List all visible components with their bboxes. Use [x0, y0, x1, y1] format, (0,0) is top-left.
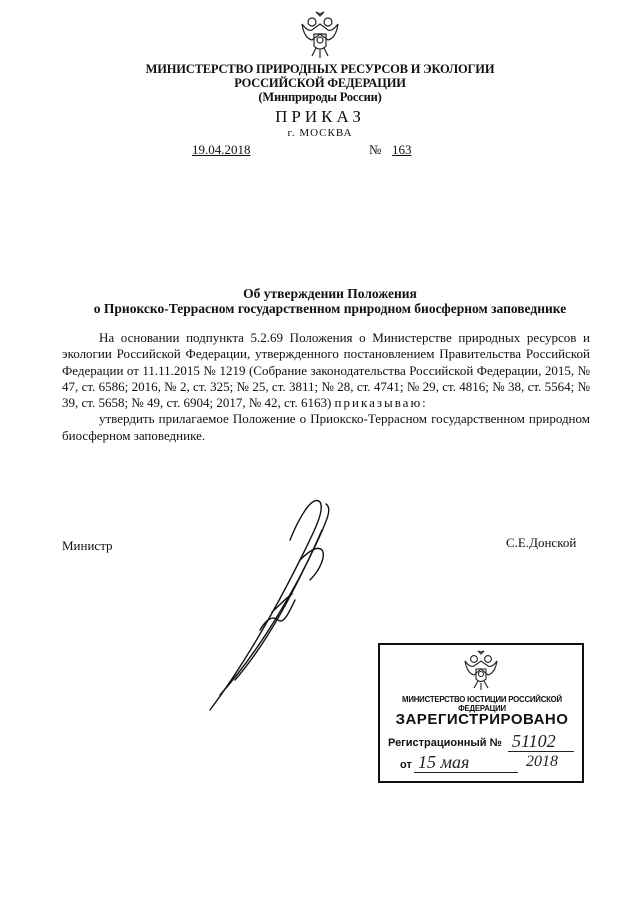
- stamp-reg-number: 51102: [512, 731, 556, 751]
- document-title-line-2: о Приокско-Террасном государственном природном биосферном заповеднике: [93, 301, 567, 316]
- document-type: ПРИКАЗ: [275, 107, 365, 126]
- city: г. МОСКВА: [287, 127, 353, 139]
- stamp-reg-label: Регистрационный №: [388, 737, 502, 749]
- stamp-coat-of-arms-icon: [462, 649, 500, 691]
- reg-number-underline: [508, 751, 574, 752]
- document-body: [62, 330, 590, 444]
- date-underline: [414, 772, 518, 773]
- body-paragraph-1: [62, 330, 590, 411]
- stamp-year: 2018: [526, 753, 558, 770]
- stamp-date-value: 15 мая: [418, 752, 470, 772]
- signatory-name: С.Е.Донской: [506, 535, 577, 550]
- order-date: 19.04.2018: [192, 142, 251, 157]
- registration-stamp: [378, 643, 584, 783]
- order-number: 163: [392, 142, 412, 157]
- number-sign: №: [369, 142, 382, 157]
- ministry-short-name: (Минприроды России): [258, 90, 382, 104]
- document-title-line-1: Об утверждении Положения: [243, 286, 417, 301]
- stamp-date-label: от: [400, 759, 412, 771]
- order-verb: приказываю:: [334, 395, 428, 411]
- body-paragraph-2: утвердить прилагаемое Положение о Приокско-Террасном государственном природном биосферном заповеднике.: [62, 411, 590, 443]
- ministry-name-line-1: МИНИСТЕРСТВО ПРИРОДНЫХ РЕСУРСОВ И ЭКОЛОГИИ: [145, 62, 495, 76]
- coat-of-arms-icon: [298, 10, 342, 60]
- stamp-status: ЗАРЕГИСТРИРОВАНО: [395, 711, 569, 728]
- body-paragraph-1-text: На основании подпункта 5.2.69 Положения о Министерстве природных ресурсов и экологии Российской Федерации, утвержденного постановлением Правительства Российской Федерации от 11.11.2015 № 1219 (Собрание законодательства Российской Федерации, 2015, № 47, ст. 6586; 2016, № 2, ст. 325; № 25, ст. 3811; № 28, ст. 4741; № 29, ст. 4816; № 38, ст. 5564; № 39, ст. 5658; № 49, ст. 6904; 2017, № 42, ст. 6163): [62, 330, 590, 411]
- signatory-position: Министр: [62, 538, 113, 553]
- stamp-ministry-name: МИНИСТЕРСТВО ЮСТИЦИИ РОССИЙСКОЙ ФЕДЕРАЦИИ: [402, 695, 562, 713]
- handwritten-signature: [200, 480, 400, 720]
- ministry-name-line-2: РОССИЙСКОЙ ФЕДЕРАЦИИ: [234, 76, 406, 90]
